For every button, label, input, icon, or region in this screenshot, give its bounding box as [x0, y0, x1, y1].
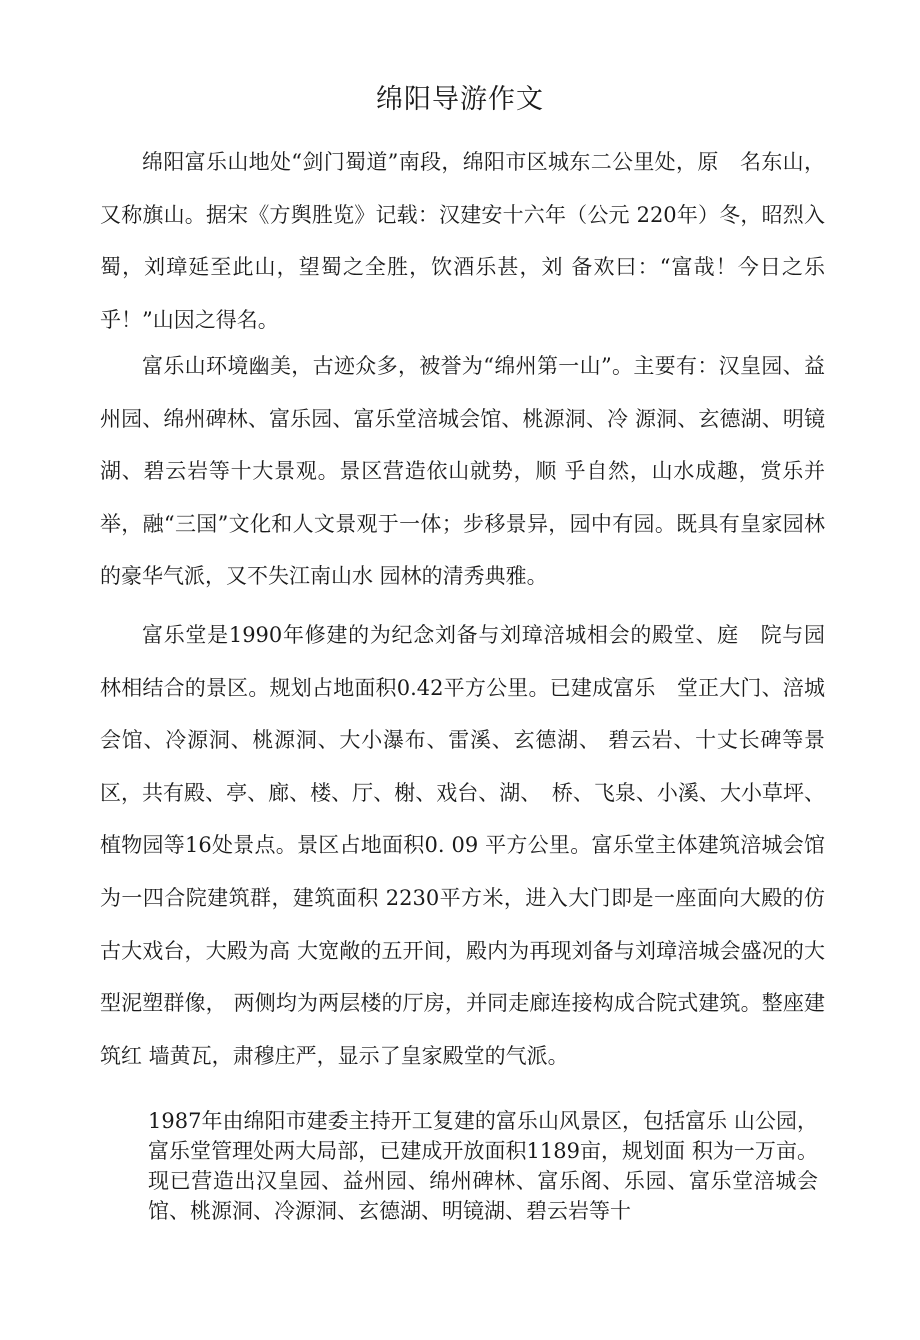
paragraph-2: 富乐山环境幽美，古迹众多，被誉为“绵州第一山”。主要有：汉皇园、益州园、绵州碑林、富乐园、富乐堂涪城会馆、桃源洞、冷 源洞、玄德湖、明镜湖、碧云岩等十大景观。景区营造依山就势，顺 乎自然，山水成趣，赏乐并举，融“三国”文化和人文景观于一体；步移景异，园中有园。既具有皇家园林的豪华气派，又不失江南山水 园林的清秀典雅。: [100, 354, 825, 589]
paragraph-4: 1987年由绵阳市建委主持开工复建的富乐山风景区，包括富乐 山公园，富乐堂管理处两大局部，已建成开放面积1189亩，规划面 积为一万亩。现已营造出汉皇园、益州园、绵州碑林、富乐阁、乐园、富乐堂涪城会馆、桃源洞、冷源洞、玄德湖、明镜湖、碧云岩等十: [148, 1109, 818, 1223]
paragraph-3: 富乐堂是1990年修建的为纪念刘备与刘璋涪城相会的殿堂、庭 院与园林相结合的景区。规划占地面积0.42平方公里。已建成富乐 堂正大门、涪城会馆、冷源洞、桃源洞、大小瀑布、雷溪、玄德湖、 碧云岩、十丈长碑等景区，共有殿、亭、廊、楼、厅、榭、戏台、湖、 桥、飞泉、小溪、大小草坪、植物园等16处景点。景区占地面积0. 09 平方公里。富乐堂主体建筑涪城会馆为一四合院建筑群，建筑面积 2230平方米，进入大门即是一座面向大殿的仿古大戏台，大殿为高 大宽敞的五开间，殿内为再现刘备与刘璋涪城会盛况的大型泥塑群像， 两侧均为两层楼的厅房，并同走廊连接构成合院式建筑。整座建筑红 墙黄瓦，肃穆庄严，显示了皇家殿堂的气派。: [100, 623, 825, 1068]
page-title: 绵阳导游作文: [376, 84, 544, 115]
paragraph-1: 绵阳富乐山地处“剑门蜀道”南段，绵阳市区城东二公里处，原 名东山，又称旗山。据宋《方舆胜览》记载：汉建安十六年（公元 220年）冬，昭烈入蜀，刘璋延至此山，望蜀之全胜，饮酒乐甚，刘 备欢曰：“富哉！今日之乐乎！”山因之得名。: [100, 150, 825, 332]
